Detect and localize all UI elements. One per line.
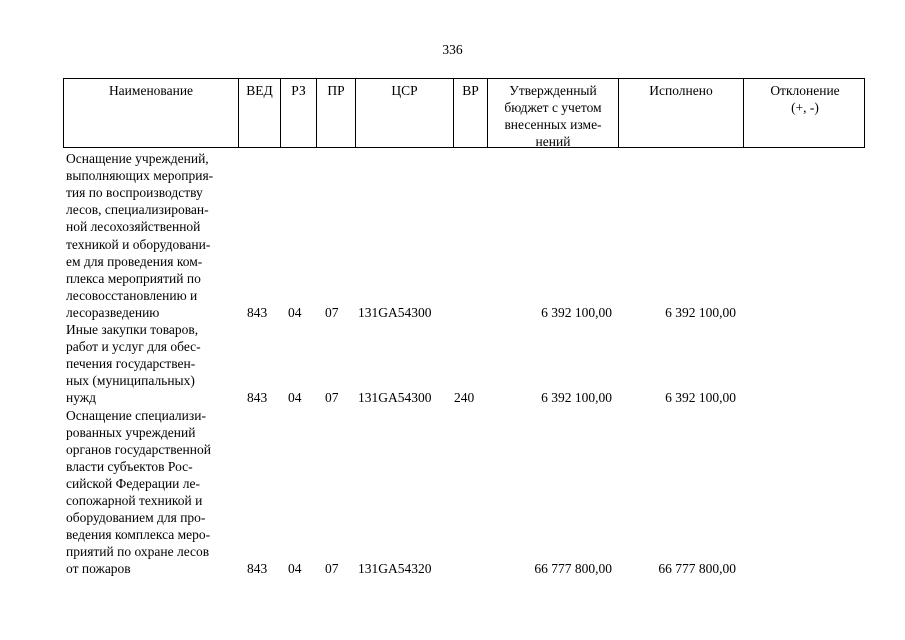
header-budget — [487, 79, 618, 147]
header-deviation-line: Отклонение — [770, 83, 840, 98]
row-name-line: лесоразведению — [66, 304, 160, 320]
header-pr: ПР — [316, 79, 355, 147]
cell-csr: 131GA54320 — [358, 561, 432, 577]
table-header — [63, 78, 865, 148]
row-name-line: приятий по охране лесов — [66, 544, 210, 560]
header-ved: ВЕД — [238, 79, 280, 147]
header-budget-line: бюджет с учетом — [504, 100, 602, 115]
header-vr: ВР — [453, 79, 487, 147]
header-budget-line: нений — [535, 134, 571, 149]
cell-ved: 843 — [247, 561, 268, 577]
row-name-line: сийской Федерации ле- — [66, 475, 201, 491]
row-name-line: Оснащение специализи- — [66, 407, 206, 423]
cell-pr: 07 — [325, 304, 339, 320]
cell-ved: 843 — [247, 390, 268, 406]
row-name-line: работ и услуг для обес- — [66, 339, 201, 355]
cell-budget: 66 777 800,00 — [534, 561, 612, 577]
row-name-line: плекса мероприятий по — [66, 270, 201, 286]
row-name-line: оборудованием для про- — [66, 510, 206, 526]
row-name-line: от пожаров — [66, 561, 131, 577]
cell-budget: 6 392 100,00 — [541, 304, 612, 320]
row-name-line: лесов, специализирован- — [66, 202, 209, 218]
row-name-line: ных (муниципальных) — [66, 373, 195, 389]
header-budget-line: внесенных изме- — [504, 117, 602, 132]
row-name-line: Иные закупки товаров, — [66, 322, 199, 337]
row-name-line: техникой и оборудовани- — [66, 236, 211, 252]
row-name-line: лесовосстановлению и — [66, 287, 198, 303]
row-name-line: ем для проведения ком- — [66, 253, 203, 269]
header-budget-line: Утвержденный — [509, 83, 597, 98]
cell-done: 6 392 100,00 — [665, 390, 736, 406]
cell-done: 66 777 800,00 — [658, 561, 736, 577]
row-name-line: ведения комплекса меро- — [66, 527, 211, 543]
header-rz: РЗ — [280, 79, 316, 147]
row-name-line: выполняющих мероприя- — [66, 168, 214, 184]
cell-pr: 07 — [325, 561, 339, 577]
cell-budget: 6 392 100,00 — [541, 390, 612, 406]
row-name-line: органов государственной — [66, 441, 211, 457]
row-name-line: ной лесохозяйственной — [66, 219, 201, 235]
row-name-line: нужд — [66, 390, 96, 406]
cell-rz: 04 — [288, 304, 302, 320]
cell-ved: 843 — [247, 304, 268, 320]
cell-csr: 131GA54300 — [358, 304, 432, 320]
page-number: 336 — [442, 42, 463, 57]
header-name: Наименование — [108, 83, 194, 98]
header-done: Исполнено — [618, 79, 743, 147]
cell-rz: 04 — [288, 561, 302, 577]
row-name-line: тия по воспроизводству — [66, 185, 203, 201]
cell-rz: 04 — [288, 390, 302, 406]
row-name-line: сопожарной техникой и — [66, 493, 203, 508]
row-name-line: печения государствен- — [66, 356, 196, 372]
header-deviation-line: (+, -) — [791, 100, 819, 115]
cell-pr: 07 — [325, 390, 339, 406]
row-name-line: рованных учреждений — [66, 424, 196, 440]
cell-vr: 240 — [454, 390, 475, 406]
cell-csr: 131GA54300 — [358, 390, 432, 406]
header-csr: ЦСР — [355, 79, 453, 147]
cell-done: 6 392 100,00 — [665, 304, 736, 320]
row-name-line: Оснащение учреждений, — [66, 151, 209, 166]
header-deviation — [743, 79, 866, 147]
row-name-line: власти субъектов Рос- — [66, 458, 193, 474]
